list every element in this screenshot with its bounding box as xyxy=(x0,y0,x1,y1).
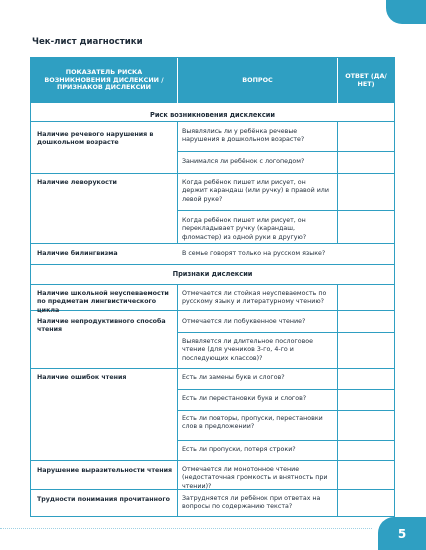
corner-tab-decoration xyxy=(386,0,426,24)
indicator-cell: Наличие школьной неуспеваемости по предметам лингвистического цикла xyxy=(37,290,169,314)
page-heading: Чек-лист диагностики xyxy=(32,37,143,47)
row-divider xyxy=(177,151,394,152)
dotted-footer-line xyxy=(0,528,372,529)
indicator-cell: Наличие билингвизма xyxy=(37,250,118,257)
row-divider xyxy=(31,284,394,285)
indicator-cell: Наличие непродуктивного способа чтения xyxy=(37,318,166,334)
row-divider xyxy=(177,410,394,411)
indicator-cell: Наличие леворукости xyxy=(37,179,117,186)
row-divider xyxy=(177,332,394,333)
question-cell: Когда ребёнок пишет или рисует, он перекладывает ручку (карандаш, фломастер) из одной руки в другую? xyxy=(182,217,307,241)
row-divider xyxy=(177,440,394,441)
row-divider xyxy=(31,368,394,369)
diagnostic-checklist-table xyxy=(30,57,395,517)
row-divider xyxy=(31,121,394,122)
indicator-cell: Наличие речевого нарушения в дошкольном возрасте xyxy=(37,131,154,147)
question-cell: Отмечается ли монотонное чтение (недостаточная громкость и внятность при чтении)? xyxy=(182,466,328,490)
row-divider xyxy=(31,243,394,244)
header-indicator: ПОКАЗАТЕЛЬ РИСКА ВОЗНИКНОВЕНИЯ ДИСЛЕКСИИ / ПРИЗНАКОВ ДИСЛЕКСИИ xyxy=(44,67,164,92)
col-divider xyxy=(177,284,178,517)
indicator-cell: Наличие ошибок чтения xyxy=(37,374,127,381)
header-answer: ОТВЕТ (ДА/НЕТ) xyxy=(337,58,394,103)
question-cell: Есть ли пропуски, потеря строки? xyxy=(182,446,296,453)
row-divider xyxy=(177,210,394,211)
question-cell: Есть ли повторы, пропуски, перестановки слов в предложении? xyxy=(182,415,323,431)
indicator-cell: Нарушение выразительности чтения xyxy=(37,467,173,474)
section-title: Риск возникновения дисклексии xyxy=(149,111,275,119)
row-divider xyxy=(31,173,394,174)
question-cell: Выявлялись ли у ребёнка речевые нарушения в дошкольном возрасте? xyxy=(182,128,305,144)
question-cell: Отмечается ли побуквенное чтение? xyxy=(182,318,306,325)
page-number: 5 xyxy=(378,517,426,550)
question-cell: Есть ли замены букв и слогов? xyxy=(182,374,285,381)
indicator-cell: Трудности понимания прочитанного xyxy=(37,496,170,503)
question-cell: Затрудняется ли ребёнок при ответах на вопросы по содержанию текста? xyxy=(182,495,321,511)
col-divider xyxy=(337,121,338,243)
table-header-row xyxy=(31,58,394,103)
question-cell: Выявляется ли длительное послоговое чтение (для учеников 3-го, 4-го и последующих классов)? xyxy=(182,338,314,362)
header-question: ВОПРОС xyxy=(177,58,337,103)
col-divider xyxy=(177,121,178,243)
question-cell: В семье говорят только на русском языке? xyxy=(182,250,326,257)
question-cell: Отмечается ли стойкая неуспеваемость по русскому языку и литературному чтению? xyxy=(182,290,327,306)
question-cell: Занимался ли ребёнок с логопедом? xyxy=(182,158,305,165)
section-title: Признаки дислексии xyxy=(172,270,253,278)
row-divider xyxy=(31,264,394,265)
question-cell: Когда ребёнок пишет или рисует, он держит карандаш (или ручку) в правой или левой руке? xyxy=(182,179,329,203)
question-cell: Есть ли перестановки букв и слогов? xyxy=(182,395,307,402)
col-divider xyxy=(337,284,338,517)
row-divider xyxy=(177,389,394,390)
row-divider xyxy=(31,460,394,461)
